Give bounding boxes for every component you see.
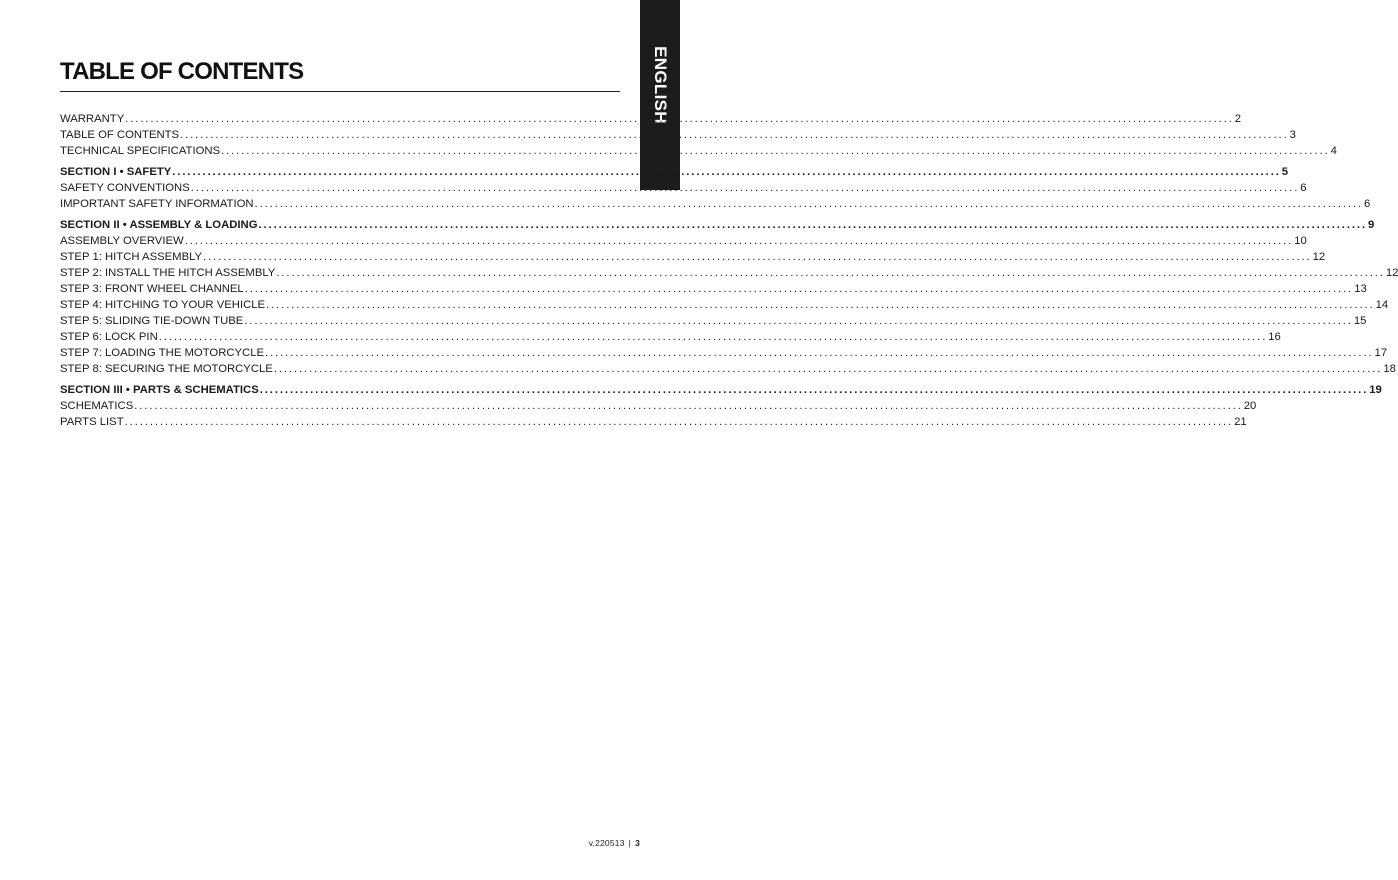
toc-entry-label: STEP 6: LOCK PIN [60,331,158,343]
toc-entry[interactable] [60,345,1388,361]
dot-leader: ............................................................................................................................................................................................................................ [203,251,1312,263]
dot-leader: ............................................................................................................................................................................................................................ [180,129,1289,141]
page-title: TABLE OF CONTENTS [60,58,304,85]
toc-entry-page: 6 [1300,182,1307,194]
toc-entry[interactable] [60,414,1247,430]
toc-entry[interactable] [60,127,1296,143]
toc-entry[interactable] [60,249,1326,265]
toc-entry[interactable] [60,111,1242,127]
toc-entry-page: 18 [1383,363,1396,375]
toc-entry-label: SCHEMATICS [60,400,134,412]
toc-entry-page: 21 [1234,416,1247,428]
toc-entry[interactable] [60,233,1307,249]
toc-entry[interactable] [60,313,1367,329]
toc-entry-page: 5 [1281,166,1289,178]
page-footer [589,838,640,848]
dot-leader: ............................................................................................................................................................................................................................ [125,113,1234,125]
dot-leader: ............................................................................................................................................................................................................................ [266,299,1375,311]
language-tab-label: ENGLISH [651,46,670,124]
toc-entry-page: 9 [1368,219,1375,231]
toc-entry-page: 12 [1312,251,1326,263]
toc-entry-label: PARTS LIST [60,416,124,428]
dot-leader: ............................................................................................................................................................................................................................ [158,331,1268,343]
toc-section-heading[interactable] [60,382,1382,398]
toc-entry-label: WARRANTY [60,113,125,125]
toc-entry[interactable] [60,398,1257,414]
toc-entry-page: 17 [1374,347,1388,359]
version-label: v.220513 [588,838,625,848]
dot-leader: ............................................................................................................................................................................................................................ [244,283,1354,295]
toc-group [60,111,1337,159]
dot-leader: ............................................................................................................................................................................................................................ [276,267,1385,279]
toc-entry-page: 12 [1385,267,1398,279]
toc-entry-label: STEP 4: HITCHING TO YOUR VEHICLE [60,299,266,311]
toc-entry-label: TECHNICAL SPECIFICATIONS [60,145,221,157]
toc-entry-page: 15 [1353,315,1367,327]
toc-entry-page: 19 [1369,384,1382,396]
toc-entry-page: 13 [1354,283,1367,295]
toc-entry-page: 16 [1268,331,1281,343]
dot-leader: ............................................................................................................................................................................................................................ [254,198,1364,210]
toc-entry-label: STEP 7: LOADING THE MOTORCYCLE [60,347,265,359]
title-divider [60,91,620,92]
toc-entry-page: 6 [1364,198,1371,210]
toc-entry-label: STEP 5: SLIDING TIE-DOWN TUBE [60,315,244,327]
dot-leader: ............................................................................................................................................................................................................................ [184,235,1294,247]
dot-leader: ............................................................................................................................................................................................................................ [190,182,1300,194]
toc-entry-label: IMPORTANT SAFETY INFORMATION [60,198,254,210]
dot-leader: ............................................................................................................................................................................................................................ [259,384,1369,396]
toc-section-heading[interactable] [60,164,1289,180]
toc-entry-label: SAFETY CONVENTIONS [60,182,190,194]
toc-group [60,382,1382,430]
toc-entry-page: 20 [1243,400,1257,412]
toc-entry-label: STEP 2: INSTALL THE HITCH ASSEMBLY [60,267,276,279]
dot-leader: ............................................................................................................................................................................................................................ [124,416,1234,428]
toc-entry-label: STEP 8: SECURING THE MOTORCYCLE [60,363,273,375]
dot-leader: ............................................................................................................................................................................................................................ [134,400,1243,412]
language-tab [640,0,680,190]
footer-separator: | [628,838,632,848]
dot-leader: ............................................................................................................................................................................................................................ [265,347,1374,359]
toc-entry[interactable] [60,329,1281,345]
toc-entry[interactable] [60,297,1389,313]
dot-leader: ............................................................................................................................................................................................................................ [221,145,1330,157]
toc-entry[interactable] [60,265,1398,281]
toc-entry-label: SECTION I • SAFETY [60,166,172,178]
toc-entry[interactable] [60,281,1367,297]
toc-entry-label: SECTION III • PARTS & SCHEMATICS [60,384,259,396]
toc-entry-label: ASSEMBLY OVERVIEW [60,235,184,247]
toc-entry-label: TABLE OF CONTENTS [60,129,180,141]
toc-entry-page: 3 [1289,129,1296,141]
table-of-contents [60,111,1398,435]
dot-leader: ............................................................................................................................................................................................................................ [244,315,1353,327]
page-number: 3 [635,838,640,848]
toc-section-heading[interactable] [60,217,1375,233]
toc-entry-label: SECTION II • ASSEMBLY & LOADING [60,219,258,231]
toc-entry-page: 14 [1375,299,1389,311]
toc-entry-page: 4 [1330,145,1337,157]
dot-leader: ............................................................................................................................................................................................................................ [172,166,1281,178]
toc-entry[interactable] [60,361,1396,377]
toc-entry-label: STEP 1: HITCH ASSEMBLY [60,251,203,263]
dot-leader: ............................................................................................................................................................................................................................ [258,219,1367,231]
toc-entry-label: STEP 3: FRONT WHEEL CHANNEL [60,283,244,295]
toc-group [60,217,1398,377]
toc-entry-page: 10 [1294,235,1307,247]
toc-entry[interactable] [60,180,1307,196]
toc-group [60,164,1371,212]
toc-entry[interactable] [60,196,1371,212]
dot-leader: ............................................................................................................................................................................................................................ [273,363,1383,375]
toc-entry-page: 2 [1234,113,1242,125]
toc-entry[interactable] [60,143,1337,159]
